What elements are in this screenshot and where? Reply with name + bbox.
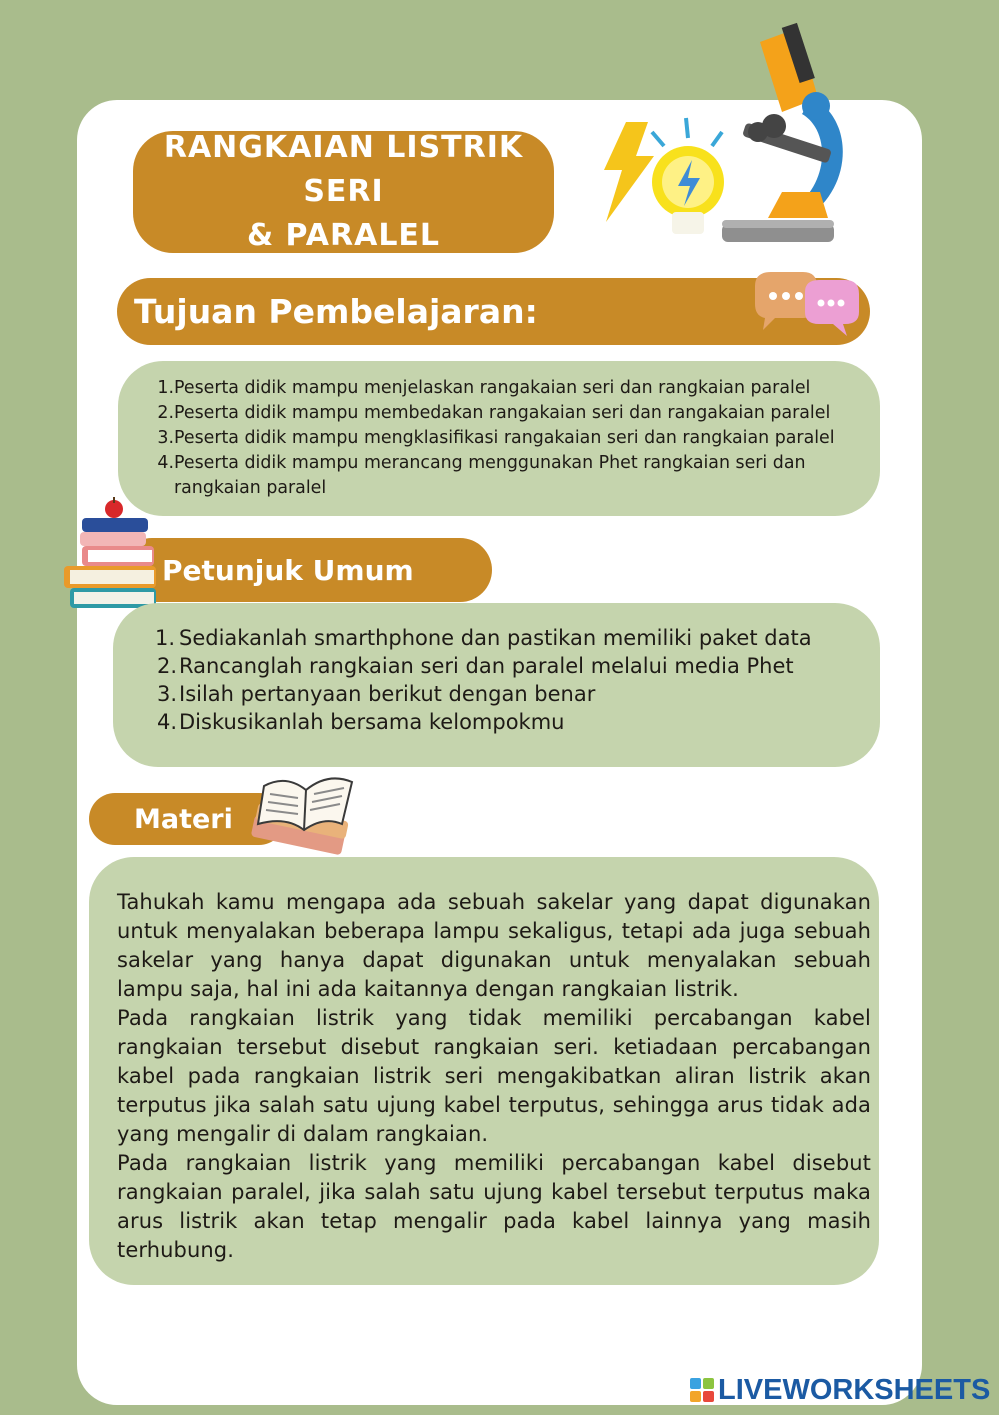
tujuan-list <box>150 376 870 501</box>
petunjuk-heading-banner <box>120 538 492 602</box>
list-item <box>155 652 855 680</box>
materi-paragraph: Pada rangkaian listrik yang tidak memiliki percabangan kabel rangkaian tersebut disebut rangkaian seri. ketiadaan percabangan kabel pada rangkaian listrik seri mengakibatkan aliran listrik akan terputus jika salah satu ujung kabel terputus, sehingga arus tidak ada yang mengalir di dalam rangkaian. <box>117 1006 871 1146</box>
item-text: Diskusikanlah bersama kelompokmu <box>179 710 565 734</box>
tujuan-heading: Tujuan Pembelajaran: <box>134 292 538 331</box>
list-item <box>150 426 870 451</box>
lightbulb-icon <box>652 118 724 234</box>
lightning-icon <box>604 122 654 222</box>
item-text: Peserta didik mampu merancang menggunakan Phet rangkaian seri dan rangkaian paralel <box>174 453 806 498</box>
item-text: Peserta didik mampu membedakan rangakaian seri dan rangakaian paralel <box>174 403 831 423</box>
materi-paragraph: Tahukah kamu mengapa ada sebuah sakelar yang dapat digunakan untuk menyalakan beberapa lampu sekaligus, tetapi ada juga sebuah sakelar yang hanya dapat digunakan untuk menyalakan sebuah lampu saja, hal ini ada kaitannya dengan rangkaian listrik. <box>117 890 871 1001</box>
item-text: Peserta didik mampu mengklasifikasi rangakaian seri dan rangkaian paralel <box>174 428 835 448</box>
list-item <box>150 401 870 426</box>
item-number: 2. <box>156 654 177 678</box>
title-banner <box>133 131 554 253</box>
liveworksheets-logo-icon <box>690 1378 715 1403</box>
petunjuk-list <box>155 624 855 736</box>
item-text: Rancanglah rangkaian seri dan paralel melalui media Phet <box>179 654 794 678</box>
item-text: Peserta didik mampu menjelaskan rangakaian seri dan rangkaian paralel <box>174 378 811 398</box>
item-text: Sediakanlah smarthphone dan pastikan memiliki paket data <box>179 626 812 650</box>
list-item <box>150 451 870 501</box>
liveworksheets-watermark <box>690 1374 990 1407</box>
list-item <box>150 376 870 401</box>
chat-bubbles-icon <box>745 266 863 346</box>
item-number: 4. <box>157 453 174 473</box>
list-item <box>155 680 855 708</box>
item-number: 1. <box>157 378 174 398</box>
materi-paragraph: Pada rangkaian listrik yang memiliki percabangan kabel disebut rangkaian paralel, jika salah satu ujung kabel tersebut terputus maka arus listrik akan tetap mengalir pada kabel lainnya yang masih terhubung. <box>117 1151 871 1262</box>
brand-name: LIVEWORKSHEETS <box>718 1374 991 1406</box>
page-title: RANGKAIAN LISTRIK SERI & PARALEL <box>163 130 524 253</box>
materi-heading: Materi <box>134 803 233 835</box>
item-number: 3. <box>157 428 174 448</box>
microscope-bulb-illustration <box>592 22 852 250</box>
item-number: 2. <box>157 403 174 423</box>
item-number: 3. <box>156 682 177 706</box>
item-text: Isilah pertanyaan berikut dengan benar <box>179 682 596 706</box>
list-item <box>155 624 855 652</box>
open-book-icon <box>246 766 360 856</box>
item-number: 1. <box>155 626 176 650</box>
item-number: 4. <box>156 710 177 734</box>
materi-text <box>117 888 871 1265</box>
microscope-icon <box>722 23 843 242</box>
petunjuk-heading: Petunjuk Umum <box>162 553 414 587</box>
list-item <box>155 708 855 736</box>
book-stack-icon <box>62 496 164 614</box>
